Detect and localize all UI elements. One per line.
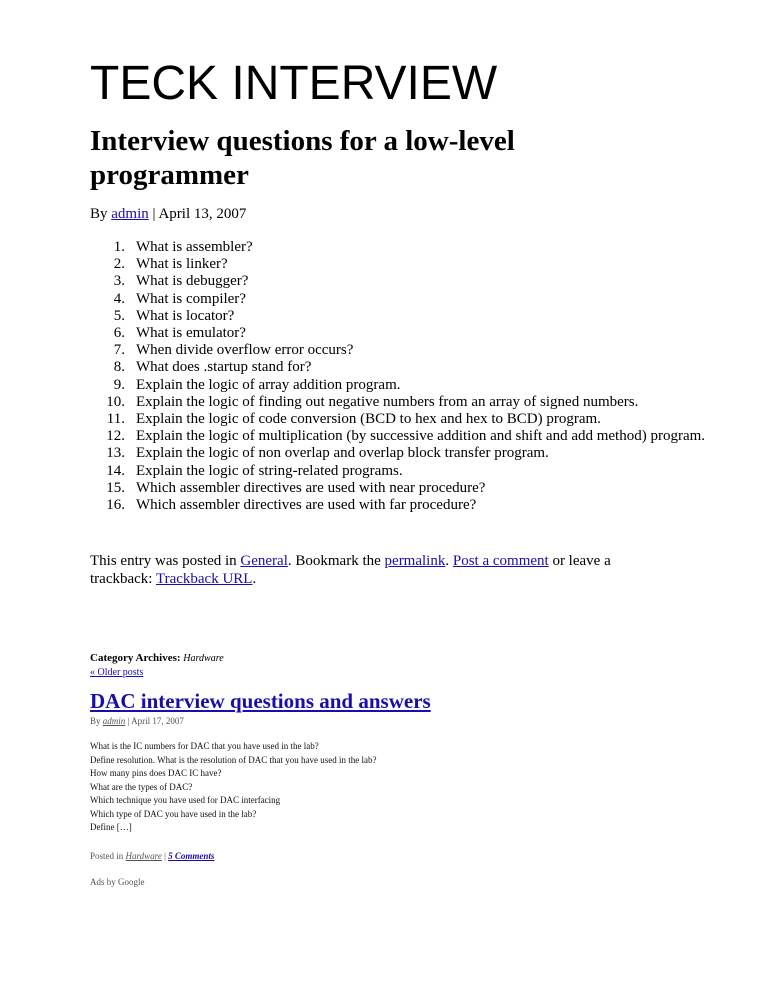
excerpt-line: What are the types of DAC?: [90, 781, 193, 792]
post-date: April 13, 2007: [158, 206, 247, 222]
item-number: 11.: [106, 411, 125, 428]
item-number: 1.: [113, 239, 125, 255]
excerpt-line: How many pins does DAC IC have?: [90, 768, 222, 778]
item-number: 12.: [106, 428, 125, 445]
item-text: Explain the logic of non overlap and overlap block transfer program.: [136, 445, 549, 462]
excerpt-line: Define resolution. What is the resolution of DAC that you have used in the lab?: [90, 754, 377, 765]
list-item: [90, 359, 710, 376]
item-text: What does .startup stand for?: [136, 359, 312, 376]
list-item: [90, 480, 710, 497]
category-archives-heading: [90, 652, 224, 665]
item-text: Explain the logic of finding out negative numbers from an array of signed numbers.: [136, 393, 639, 410]
entry-footer: [90, 552, 650, 588]
dac-post-date: | April 17, 2007: [125, 716, 184, 726]
excerpt-line: Which type of DAC you have used in the lab?: [90, 808, 257, 819]
byline-prefix: By: [90, 716, 103, 726]
ads-by-google: Ads by Google: [90, 877, 145, 887]
meta-separator: |: [161, 851, 169, 861]
list-item: [90, 411, 710, 428]
item-text: Explain the logic of string-related programs.: [136, 462, 403, 479]
list-item: [90, 239, 710, 256]
dac-post-excerpt: [90, 740, 377, 835]
item-number: 9.: [113, 376, 125, 393]
site-title: TECK INTERVIEW: [90, 57, 498, 110]
list-item: [90, 428, 710, 445]
item-text: Explain the logic of multiplication (by successive addition and shift and add method) program.: [136, 428, 706, 445]
byline-separator: |: [148, 206, 159, 222]
footer-text: .: [445, 553, 453, 569]
list-item: [90, 291, 710, 308]
older-posts-link[interactable]: « Older posts: [90, 667, 144, 678]
item-text: When divide overflow error occurs?: [136, 342, 354, 359]
list-item: [90, 308, 710, 325]
list-item: [90, 463, 710, 480]
item-number: 4.: [113, 290, 125, 307]
list-item: [90, 256, 710, 273]
footer-text: . Bookmark the: [287, 553, 385, 569]
archive-category: Hardware: [183, 653, 224, 664]
item-number: 10.: [106, 393, 125, 410]
dac-author-link[interactable]: admin: [102, 716, 126, 726]
list-item: [90, 445, 710, 462]
post-byline: [90, 205, 246, 223]
item-text: Which assembler directives are used with near procedure?: [136, 479, 486, 496]
item-text: Explain the logic of code conversion (BCD to hex and hex to BCD) program.: [136, 411, 601, 428]
older-posts[interactable]: [90, 667, 143, 679]
dac-post-meta: [90, 851, 214, 862]
item-number: 14.: [106, 462, 125, 479]
question-list: [90, 239, 710, 514]
footer-text: This entry was posted in: [90, 553, 241, 569]
post-title: Interview questions for a low-level programmer: [90, 125, 515, 191]
dac-post-byline: [90, 716, 184, 727]
item-number: 15.: [106, 479, 125, 496]
list-item: [90, 394, 710, 411]
excerpt-line: Define […]: [90, 822, 132, 832]
list-item: [90, 342, 710, 359]
item-text: What is linker?: [136, 256, 228, 273]
list-item: [90, 273, 710, 290]
item-number: 3.: [113, 273, 125, 290]
item-text: What is assembler?: [136, 239, 253, 255]
item-number: 2.: [113, 256, 125, 273]
posted-in-prefix: Posted in: [90, 851, 126, 861]
item-text: Explain the logic of array addition program.: [136, 376, 401, 393]
item-number: 13.: [106, 445, 125, 462]
list-item: [90, 497, 710, 514]
excerpt-line: Which technique you have used for DAC interfacing: [90, 795, 281, 805]
item-text: What is debugger?: [136, 273, 249, 290]
item-text: Which assembler directives are used with far procedure?: [136, 497, 477, 514]
item-text: What is locator?: [136, 307, 235, 324]
comments-link[interactable]: 5 Comments: [168, 851, 215, 861]
item-number: 16.: [106, 497, 125, 514]
byline-prefix: By: [90, 206, 112, 222]
category-link-hardware[interactable]: Hardware: [125, 851, 162, 861]
dac-post-title[interactable]: DAC interview questions and answers: [90, 689, 431, 713]
item-number: 8.: [113, 359, 125, 376]
post-comment-link[interactable]: Post a comment: [452, 553, 549, 569]
archive-label: Category Archives:: [90, 652, 181, 664]
trackback-link[interactable]: Trackback URL: [155, 571, 253, 587]
author-link[interactable]: admin: [111, 206, 149, 222]
footer-text: .: [252, 571, 257, 587]
item-number: 7.: [113, 342, 125, 359]
item-text: What is compiler?: [136, 290, 246, 307]
item-number: 6.: [113, 325, 125, 342]
item-text: What is emulator?: [136, 325, 246, 342]
footer-text: or leave a trackback:: [90, 553, 611, 587]
list-item: [90, 325, 710, 342]
permalink-link[interactable]: permalink: [384, 553, 446, 569]
excerpt-line: What is the IC numbers for DAC that you have used in the lab?: [90, 741, 319, 751]
item-number: 5.: [113, 307, 125, 324]
list-item: [90, 377, 710, 394]
category-link-general[interactable]: General: [240, 553, 288, 569]
